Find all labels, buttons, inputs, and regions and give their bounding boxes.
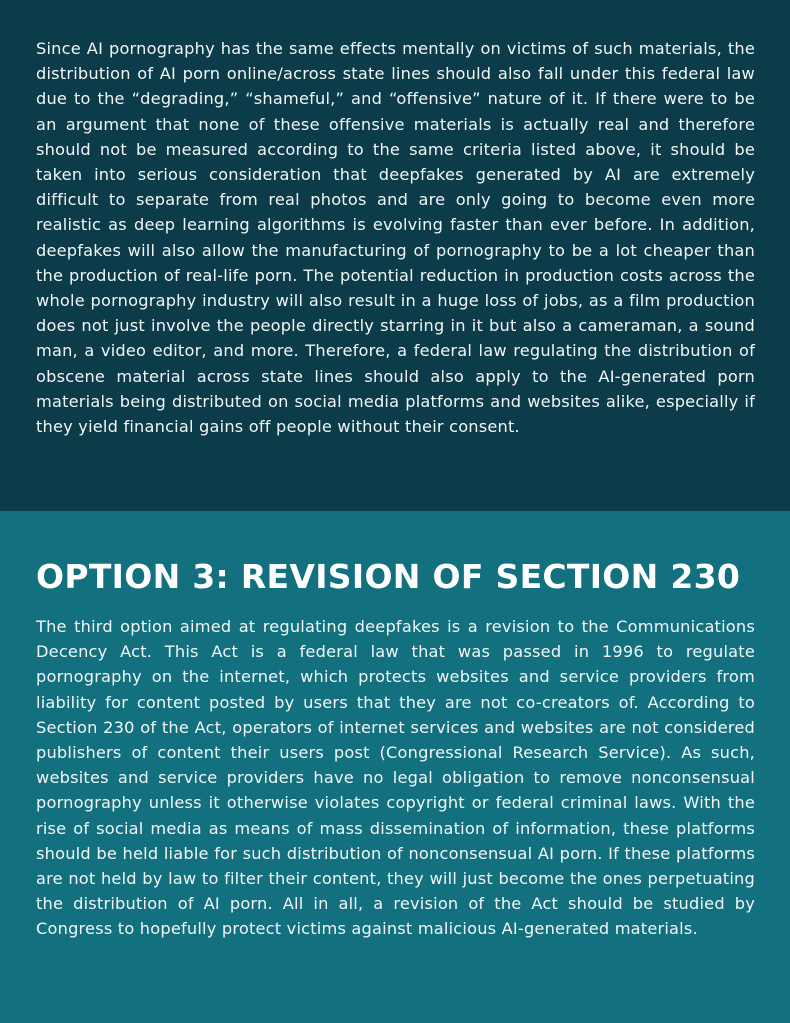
top-section	[0, 0, 790, 511]
section-heading: OPTION 3: REVISION OF SECTION 230	[36, 557, 741, 596]
top-paragraph: Since AI pornography has the same effects mentally on victims of such materials, the distribution of AI porn online/across state lines should also fall under this federal law due to the “degrading,” “shameful,” and “offensive” nature of it. If there were to be an argument that none of these offensive materials is actually real and therefore should not be measured according to the same criteria listed above, it should be taken into serious consideration that deepfakes generated by AI are extremely difficult to separate from real photos and are only going to become even more realistic as deep learning algorithms is evolving faster than ever before. In addition, deepfakes will also allow the manufacturing of pornography to be a lot cheaper than the production of real-life porn. The potential reduction in production costs across the whole pornography industry will also result in a huge loss of jobs, as a film production does not just involve the people directly starring in it but also a cameraman, a sound man, a video editor, and more. Therefore, a federal law regulating the distribution of obscene material across state lines should also apply to the AI-generated porn materials being distributed on social media platforms and websites alike, especially if they yield financial gains off people without their consent.	[36, 39, 755, 437]
bottom-paragraph: The third option aimed at regulating deepfakes is a revision to the Communications Decency Act. This Act is a federal law that was passed in 1996 to regulate pornography on the internet, which protects websites and service providers from liability for content posted by users that they are not co-creators of. According to Section 230 of the Act, operators of internet services and websites are not considered publishers of content their users post (Congressional Research Service). As such, websites and service providers have no legal obligation to remove nonconsensual pornography unless it otherwise violates copyright or federal criminal laws. With the rise of social media as means of mass dissemination of information, these platforms should be held liable for such distribution of nonconsensual AI porn. If these platforms are not held by law to filter their content, they will just become the ones perpetuating the distribution of AI porn. All in all, a revision of the Act should be studied by Congress to hopefully protect victims against malicious AI-generated materials.	[36, 617, 755, 939]
